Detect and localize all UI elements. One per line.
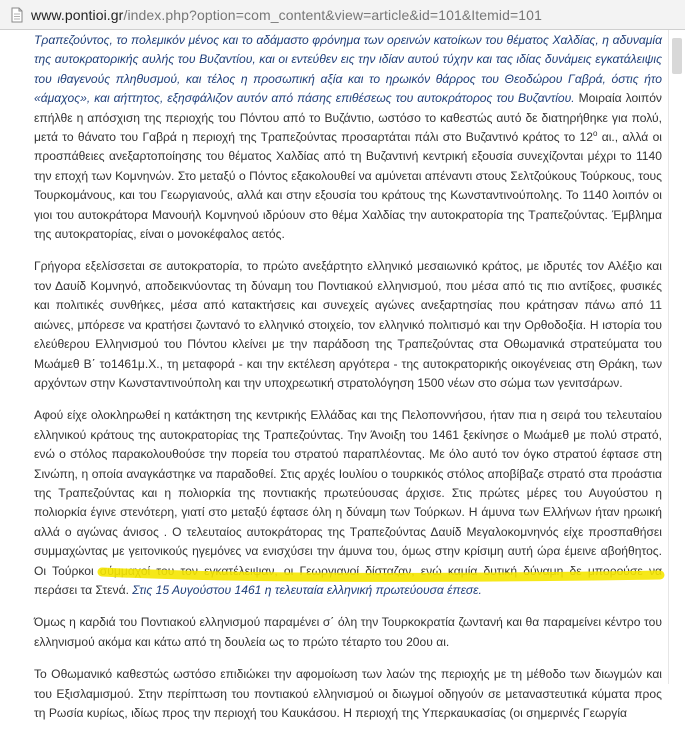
paragraph-3-text: Αφού είχε ολοκληρωθεί η κατάκτηση της κεντρικής Ελλάδας και της Πελοποννήσου, ήταν πια η σειρά του τελευταίου ελληνικού κράτους της αυτοκρατορίας της Τραπεζούντας. Την Άνοιξη του 1461 ξεκίνησε ο Μωάμεθ με πολύ στρατό, ενώ ο στόλος παρακολουθούσε την πορεία του στρατού παραπλέοντας. Με όλο αυτό τον όγκο στρατού έφτασε στη Σινώπη, η οποία αναγκάστηκε να παραδοθεί. Στις αρχές Ιουλίου ο τουρκικός στόλος αποβίβαζε στρατό στα προάστια της Τραπεζούντας και η πολιορκία της ποντιακής πρωτεύουσας άρχισε. Στις πρώτες μέρες του Αυγούστου η πολιορκία έγινε στενότερη, γιατί στο μεταξύ έφτασε όλη η δύναμη των Τούρκων. Η άμυνα των Ελλήνων ήταν ηρωική αλλά ο αγώνας άνισος . Ο τελευταίος αυτοκράτορας της Τραπεζούντας Δαυίδ Μεγαλοκομνηνός είχε προσπαθήσει συμμαχώντας με γειτονικούς ηγεμόνες να ενισχύσει την άμυνα του, όμως στην κρίσιμη αυτή ώρα έμεινε αβοήθητος. Οι Τούρκοι σύμμαχοί του τον εγκατέλειψαν, οι Γεωργιανοί δίσταζαν, ενώ καμία δυτική δύναμη δε μπορούσε να περάσει τα Στενά. [34, 408, 662, 597]
superscript-o: ο [592, 129, 598, 138]
paragraph-1-text-b: αι., αλλά οι προσπάθειες ανεξαρτοποίησης του θέματος Χαλδίας από τη Βυζαντινή κεντρική εξουσία συνεχίζονται μέχρι το 1140 την εποχή των Κομνηνών. Στο μεταξύ ο Πόντος εξακολουθεί να αμύνεται απέναντι στους Σελτζούκους Τούρκους, τους Τουρκομάνους, και του Γεωργιανούς, αλλά και στην εξουσία του κράτους της Κωνσταντινούπολης. Το 1140 λοιπόν οι γιοι του αυτοκράτορα Μανουήλ Κομνηνού ιδρύουν στο θέμα Χαλδίας την αυτοκρατορία της Τραπεζούντας. Έμβλημα της αυτοκρατορίας, είναι ο μονοκέφαλος αετός. [34, 130, 662, 242]
paragraph-1 [34, 31, 662, 244]
paragraph-3 [34, 406, 662, 600]
paragraph-5: Το Οθωμανικό καθεστώς ωστόσο επιδιώκει την αφομοίωση των λαών της περιοχής με τη μέθοδο των διωγμών και του Εξισλαμισμού. Στην περίπτωση του ποντιακού ελληνισμού οι διωγμοί οδηγούν σε μεταναστευτικά κύματα προς τη Ρωσία κυρίως, ιδίως προς την περιοχή του Καυκάσου. Η περιοχή της Υπερκαυκασίας (οι σημερινές Γεωργία [34, 667, 662, 720]
paragraph-1-text-a: Μοιραία λοιπόν επήλθε η απόσχιση της περιοχής του Πόντου από το Βυζάντιο, ωστόσο το καθεστώς αυτό δε διατηρήθηκε για πολύ, μετά το θάνατο του Γαβρά η περιοχή της Τραπεζούντας προσαρτάται πάλι στο Βυζαντινό κράτος το 12 [34, 91, 662, 145]
scrollbar-thumb[interactable] [672, 38, 682, 74]
article-body [34, 31, 662, 736]
document-icon [9, 7, 25, 23]
vertical-scrollbar[interactable] [668, 30, 685, 684]
url-text[interactable] [31, 7, 542, 23]
quote-italic: Τραπεζούντος, το πολεμικόν μένος και το αδάμαστο φρόνημα των ορεινών κατοίκων του θέματος Χαλδίας, η αδυναμία της αυτοκρατορικής αυλής του Βυζαντίου, και οι εντεύθεν εις την ιδίαν αυτού τύχην και τας ιδίας δυνάμεις εγκατάλειψις του ιθαγενούς πληθυσμού, και τέλος η προσωπική αξία και το ηρωικόν θάρρος του Θεοδώρου Γαβρά, όστις ήτο «άμαχος», και αήττητος, εξησφάλιζον αυτόν από πάσης επιθέσεως του αυτοκράτορος του Βυζαντίου. [34, 33, 662, 106]
url-path: /index.php?option=com_content&view=article&id=101&Itemid=101 [123, 6, 542, 23]
highlighted-italic-sentence: Στις 15 Αυγούστου 1461 η τελευταία ελληνική πρωτεύουσα έπεσε. [128, 582, 482, 597]
address-bar[interactable] [0, 0, 685, 30]
paragraph-4: Όμως η καρδιά του Ποντιακού ελληνισμού παραμένει σ΄ όλη την Τουρκοκρατία ζωντανή και θα παραμείνει κέντρο του ελληνισμού ακόμα και κάτω από τη δουλεία ως το πρώτο τέταρτο του 20ου αι. [34, 615, 662, 649]
url-host: www.pontioi.gr [31, 6, 124, 23]
paragraph-2: Γρήγορα εξελίσσεται σε αυτοκρατορία, το πρώτο ανεξάρτητο ελληνικό μεσαιωνικό κράτος, με ιδρυτές τον Αλέξιο και τον Δαυίδ Κομνηνό, αποδεικνύοντας τη δύναμη του Ποντιακού ελληνισμού, που μέσα από τις πιο αντίξοες, φυσικές και πολιτικές συνθήκες, μέσα από κατακτήσεις και συνεχείς αγώνες ανεξαρτησίας που κράτησαν πάνω από 11 αιώνες, μπόρεσε να κρατήσει ζωντανό το ελληνικό στοιχείο, τον ελληνικό πολιτισμό και την Ορθοδοξία. Η ιστορία του ελεύθερου Ελληνισμού του Πόντου κλείνει με την παράδοση της Τραπεζούντας στα Οθωμανικά στρατεύματα του Μωάμεθ Β΄ το1461μ.Χ., τη μεταφορά - και την εκτέλεση αργότερα - της αυτοκρατορικής οικογένειας στη Θράκη, των αρχόντων στην Κωνσταντινούπολη και την υποχρεωτική στρατολόγηση 1500 νέων στο σώμα των γενιτσάρων. [34, 259, 662, 390]
